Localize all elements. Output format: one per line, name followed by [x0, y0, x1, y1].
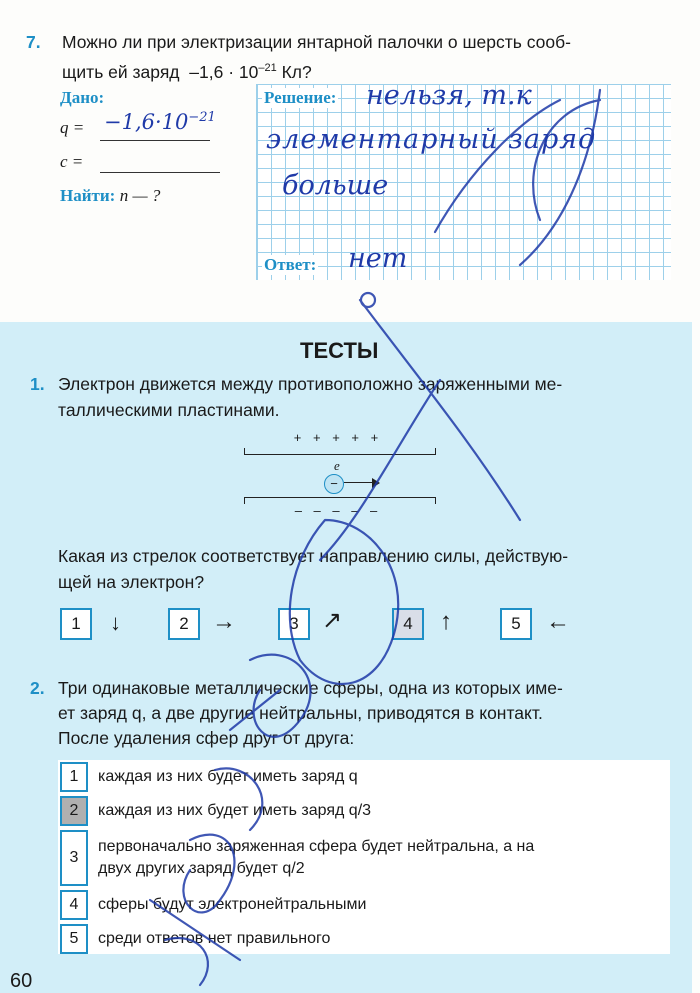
given-label: Дано:	[60, 88, 105, 107]
q2-option-2-box[interactable]: 2	[60, 796, 88, 826]
q2-text-line1: Три одинаковые металлические сферы, одна из которых име-	[58, 678, 563, 698]
arrow-left-icon: ←	[546, 608, 570, 635]
q2-option-3-text: первоначально заряженная сфера будет нейтральна, а на двух других заряд будет q/2	[98, 838, 535, 877]
q2-text-line3: После удаления сфер друг от друга:	[58, 728, 355, 748]
answer-label: Ответ:	[264, 255, 317, 274]
q1-option-3-box[interactable]: 3	[278, 608, 310, 640]
q1-option-5-box[interactable]: 5	[500, 608, 532, 640]
q2-option-4-text: сферы будут электронейтральными	[98, 896, 367, 913]
arrow-up-icon: ↑	[440, 608, 452, 635]
q1-option-4-box[interactable]: 4	[392, 608, 424, 640]
scribble-stroke-7	[183, 835, 234, 913]
task7-text-line2: щить ей заряд $-1,6 \cdot 10^{-21}$ Кл?	[62, 61, 312, 82]
top-plate-charges: + + + + +	[293, 430, 383, 445]
q1-question-line1: Какая из стрелок соответствует направлению силы, действую-	[58, 546, 569, 566]
scribble-dot	[361, 293, 375, 307]
scribble-stroke-1	[435, 100, 560, 232]
q1-number: 1.	[30, 374, 45, 394]
q1-question-line2: щей на электрон?	[58, 572, 205, 592]
q2-number: 2.	[30, 678, 45, 698]
scribble-loop	[250, 655, 310, 737]
task7-number: 7.	[26, 32, 41, 52]
arrow-right-icon: →	[212, 608, 236, 635]
answer-handwritten: нет	[348, 243, 408, 274]
task7-text-line1: Можно ли при электризации янтарной палочки о шерсть сооб-	[62, 32, 571, 52]
scribble-stroke-5	[320, 380, 440, 560]
scribble-stroke-4	[360, 300, 520, 520]
arrow-up-right-icon: ↗	[322, 607, 343, 634]
q2-option-1-box[interactable]: 1	[60, 762, 88, 792]
q1-option-1-box[interactable]: 1	[60, 608, 92, 640]
scribble-oval	[290, 520, 398, 684]
solution-handwritten-2: элементарный заряд	[266, 124, 597, 155]
scribble-stroke-6	[215, 690, 280, 830]
electron: −	[324, 474, 344, 494]
c-label: c =	[60, 152, 84, 171]
arrow-down-icon: ↓	[110, 610, 121, 635]
bottom-plate-charges: – – – – –	[294, 503, 382, 518]
solution-handwritten-3: больше	[282, 170, 389, 201]
q2-option-4-box[interactable]: 4	[60, 890, 88, 920]
q2-option-5-text: среди ответов нет правильного	[98, 930, 331, 947]
q-label: q =	[60, 118, 85, 137]
q2-option-2-text: каждая из них будет иметь заряд q/3	[98, 802, 372, 819]
find-row: Найти: n — ?	[60, 186, 161, 205]
solution-label: Решение:	[264, 88, 337, 107]
q2-option-5-box[interactable]: 5	[60, 924, 88, 954]
q2-text-line2: ет заряд q, а две другие нейтральны, приводятся в контакт.	[58, 703, 543, 723]
q1-option-2-box[interactable]: 2	[168, 608, 200, 640]
q2-option-1-text: каждая из них будет иметь заряд q	[98, 768, 358, 785]
electron-label: e	[334, 458, 340, 473]
page-number: 60	[10, 970, 33, 992]
scribble-stroke-8	[150, 900, 240, 985]
q1-text-line2: таллическими пластинами.	[58, 400, 280, 420]
solution-handwritten-1: нельзя, т.к	[366, 80, 532, 111]
tests-title: ТЕСТЫ	[300, 338, 379, 363]
q1-text-line1: Электрон движется между противоположно заряженными ме-	[58, 374, 563, 394]
q-handwritten: $-1,6\cdot 10^{-21}$	[104, 110, 216, 134]
q2-option-3-box[interactable]: 3	[60, 830, 88, 886]
